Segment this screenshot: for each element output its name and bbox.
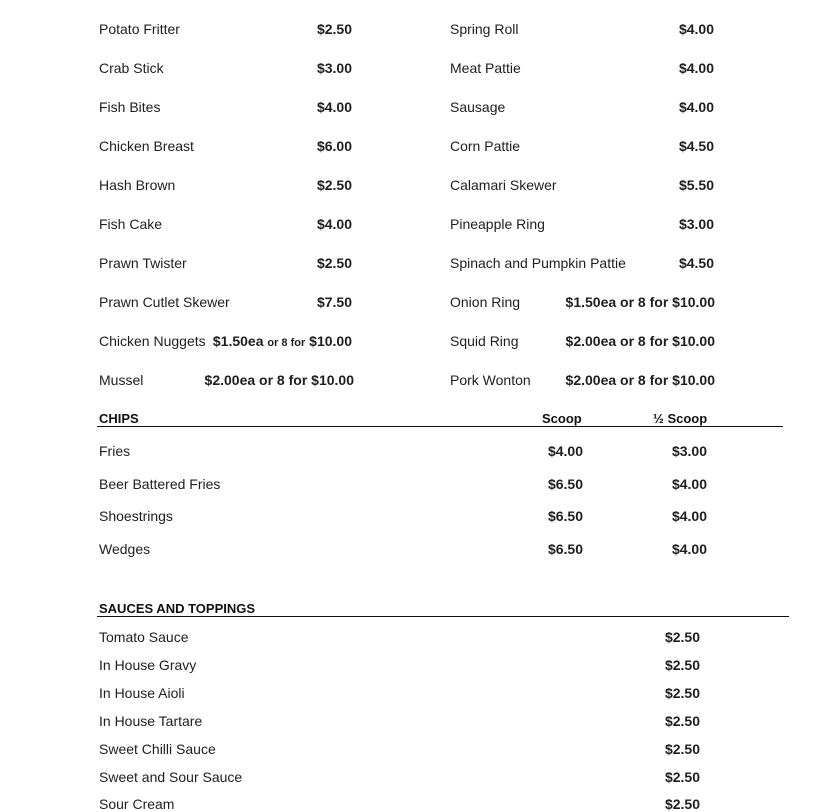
sauce-item-name: In House Aioli: [99, 685, 185, 701]
menu-item-deal: [554, 333, 715, 349]
menu-item-deal: [194, 372, 354, 388]
chips-scoop-price: $6.50: [547, 508, 583, 524]
chips-item-name: Beer Battered Fries: [99, 476, 221, 492]
chips-half-price: $4.00: [671, 541, 707, 557]
menu-item-name: Fish Cake: [99, 216, 163, 232]
menu-item-name: Chicken Breast: [99, 138, 194, 154]
sauce-item-name: Sweet and Sour Sauce: [99, 769, 243, 785]
menu-item-name: Spinach and Pumpkin Pattie: [450, 255, 626, 271]
chips-col-scoop: Scoop: [542, 411, 582, 426]
sauce-item-price: $2.50: [664, 629, 700, 645]
sauce-item-name: Sour Cream: [99, 796, 175, 812]
sauce-item-price: $2.50: [664, 796, 700, 812]
deal-bulk-price: $10.00: [672, 372, 715, 388]
sauce-item-price: $2.50: [664, 657, 700, 673]
sauce-item-price: $2.50: [664, 685, 700, 701]
menu-item-name: Sausage: [450, 99, 506, 115]
menu-item-name: Spring Roll: [450, 21, 519, 37]
deal-each-price: $1.50ea: [212, 333, 264, 349]
menu-item-name: Chicken Nuggets: [99, 333, 206, 349]
deal-each-price: $2.00ea: [565, 372, 617, 388]
deal-or-text: or 8 for: [259, 372, 308, 388]
sauce-item-name: Tomato Sauce: [99, 629, 189, 645]
sauce-item-name: Sweet Chilli Sauce: [99, 741, 216, 757]
chips-item-name: Wedges: [99, 541, 151, 557]
menu-item-name: Meat Pattie: [450, 60, 521, 76]
menu-item-name: Pineapple Ring: [450, 216, 545, 232]
sauce-item-price: $2.50: [664, 769, 700, 785]
menu-item-price: $2.50: [316, 177, 352, 193]
menu-item-price: $7.50: [316, 294, 352, 310]
menu-item-deal: [192, 333, 352, 349]
deal-or-text: or 8 for: [620, 333, 669, 349]
sauce-item-name: In House Tartare: [99, 713, 203, 729]
menu-item-price: $4.00: [316, 216, 352, 232]
deal-bulk-price: $10.00: [672, 294, 715, 310]
menu-item-price: $3.00: [678, 216, 714, 232]
deal-bulk-price: $10.00: [311, 372, 354, 388]
sauce-item-name: In House Gravy: [99, 657, 197, 673]
chips-scoop-price: $6.50: [547, 476, 583, 492]
chips-half-price: $4.00: [671, 508, 707, 524]
chips-heading: CHIPS: [99, 411, 139, 426]
menu-item-name: Corn Pattie: [450, 138, 521, 154]
menu-item-price: $4.00: [678, 21, 714, 37]
deal-each-price: $2.00ea: [204, 372, 256, 388]
menu-item-price: $2.50: [316, 21, 352, 37]
chips-scoop-price: $6.50: [547, 541, 583, 557]
menu-item-price: $4.50: [678, 255, 714, 271]
sauce-item-price: $2.50: [664, 741, 700, 757]
chips-half-price: $4.00: [671, 476, 707, 492]
menu-item-name: Prawn Twister: [99, 255, 187, 271]
menu-item-name: Fish Bites: [99, 99, 161, 115]
menu-item-price: $5.50: [678, 177, 714, 193]
menu-item-name: Potato Fritter: [99, 21, 180, 37]
menu-item-name: Prawn Cutlet Skewer: [99, 294, 230, 310]
sauces-heading: SAUCES AND TOPPINGS: [99, 601, 256, 616]
menu-item-deal: [554, 294, 715, 310]
menu-item-price: $4.00: [678, 99, 714, 115]
chips-heading-rule: [97, 426, 783, 427]
sauce-item-price: $2.50: [664, 713, 700, 729]
chips-item-name: Fries: [99, 443, 131, 459]
deal-bulk-price: $10.00: [309, 333, 352, 349]
menu-item-name: Mussel: [99, 372, 144, 388]
menu-item-name: Pork Wonton: [450, 372, 531, 388]
menu-item-price: $3.00: [316, 60, 352, 76]
menu-item-price: $4.50: [678, 138, 714, 154]
chips-item-name: Shoestrings: [99, 508, 173, 524]
menu-item-name: Crab Stick: [99, 60, 164, 76]
menu-item-name: Hash Brown: [99, 177, 176, 193]
menu-item-deal: [554, 372, 715, 388]
menu-item-name: Squid Ring: [450, 333, 519, 349]
deal-each-price: $1.50ea: [565, 294, 617, 310]
menu-item-name: Calamari Skewer: [450, 177, 557, 193]
deal-or-text: or 8 for: [620, 294, 669, 310]
deal-each-price: $2.00ea: [565, 333, 617, 349]
menu-item-price: $6.00: [316, 138, 352, 154]
menu-item-name: Onion Ring: [450, 294, 521, 310]
chips-half-price: $3.00: [671, 443, 707, 459]
deal-bulk-price: $10.00: [672, 333, 715, 349]
menu-item-price: $4.00: [678, 60, 714, 76]
menu-item-price: $2.50: [316, 255, 352, 271]
menu-item-price: $4.00: [316, 99, 352, 115]
chips-scoop-price: $4.00: [547, 443, 583, 459]
deal-or-text: or 8 for: [620, 372, 669, 388]
chips-col-half-scoop: ½ Scoop: [653, 411, 708, 426]
deal-or-text: or 8 for: [267, 337, 306, 349]
sauces-heading-rule: [97, 616, 789, 617]
